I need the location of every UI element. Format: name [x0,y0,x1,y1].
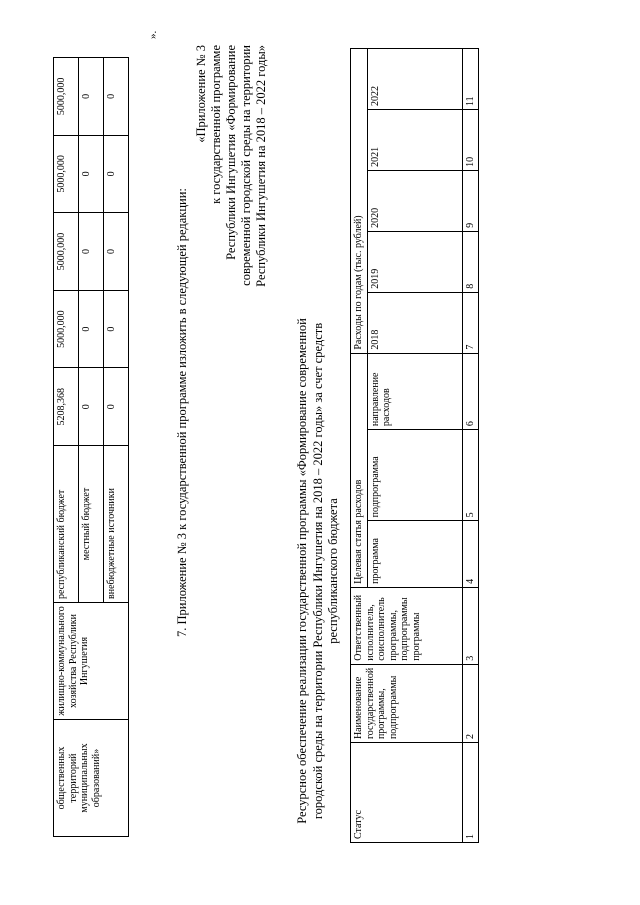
header-year: 2019 [367,231,462,292]
table-cell: 0 [79,213,104,291]
annex-line: Республики Ингушетия «Формирование [224,45,238,260]
table-cell: 5000,000 [54,290,79,368]
table-title: Ресурсное обеспечение реализации государственной программы «Формирование современной городской среды на территории Республики Ингушетия на 2018 – 2022 годы» за счет средств республиканского бюджета [295,318,341,824]
table-row [462,49,479,843]
table-cell: 0 [104,58,129,136]
header-year: 2022 [367,49,462,110]
column-number: 1 [462,743,479,843]
header-name: Наименование государственной программы, подпрограммы [351,664,463,742]
table-cell: 5000,000 [54,213,79,291]
column-number: 3 [462,587,479,664]
column-number: 11 [462,49,479,110]
header-year: 2020 [367,170,462,231]
column-number: 4 [462,521,479,588]
column-number: 10 [462,110,479,171]
column-number: 6 [462,353,479,429]
table-cell: 5208,368 [54,368,79,446]
table-cell: 0 [104,135,129,213]
header-expenses: Расходы по годам (тыс. рублей) [351,49,368,354]
table-header-row [351,49,368,843]
table-cell: 0 [104,290,129,368]
header-direction: направление расходов [367,353,462,429]
annex-line: современной городской среды на территории [239,45,253,286]
table-cell: 0 [104,213,129,291]
column-number: 7 [462,292,479,353]
table-cell: жилищно-коммунального хозяйства Республики Ингушетия [54,603,129,720]
header-responsible: Ответственный исполнитель, соисполнитель программы, подпрограммы программы [351,587,463,664]
annex-header [194,45,269,345]
table-cell: местный бюджет [79,446,104,603]
header-status: Статус [351,743,463,843]
resources-table [350,48,479,843]
table-cell: 0 [79,58,104,136]
section-7-text: 7. Приложение № 3 к государственной программе изложить в следующей редакции: [175,188,189,637]
header-program: программа [367,521,462,588]
header-target: Целевая статья расходов [351,353,368,587]
annex-line: «Приложение № 3 [194,45,208,143]
table-cell: 0 [79,290,104,368]
table-cell: 0 [79,135,104,213]
table-cell: 5000,000 [54,58,79,136]
column-number: 9 [462,170,479,231]
header-subprogram: подпрограмма [367,430,462,521]
table-cell: 5000,000 [54,135,79,213]
table-cell: республиканский бюджет [54,446,79,603]
table-cell: 0 [79,368,104,446]
column-number: 2 [462,664,479,742]
annex-line: к государственной программе [209,45,223,204]
closing-quote: ». [147,30,159,39]
continuation-table [53,57,129,837]
header-year: 2021 [367,110,462,171]
table-cell: общественных территорий муниципальных образований» [54,720,129,837]
table-cell: 0 [104,368,129,446]
header-year: 2018 [367,292,462,353]
annex-line: Республики Ингушетия на 2018 – 2022 годы» [254,45,268,287]
table-cell: внебюджетные источники [104,446,129,603]
column-number: 8 [462,231,479,292]
table-row [54,58,79,837]
column-number: 5 [462,430,479,521]
